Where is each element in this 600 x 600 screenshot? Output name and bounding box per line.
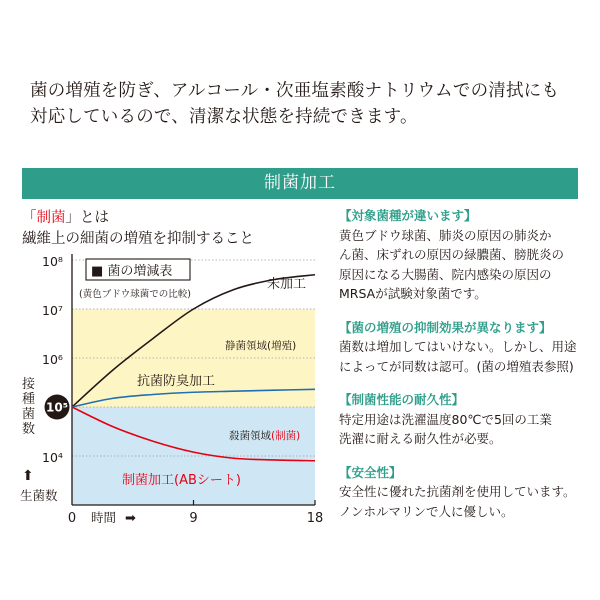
intro-text (30, 78, 590, 130)
chart-subtitle: (黄色ブドウ球菌での比較) (79, 289, 191, 300)
feature-section (339, 463, 589, 522)
x-tick-label: 18 (306, 511, 324, 526)
feature-line: 菌数は増加してはいけない。しかし、用途 (339, 339, 577, 354)
definition (22, 208, 322, 250)
y-axis-label-char: 数 (22, 422, 36, 437)
chart-title: ■ 菌の増減表 (91, 264, 173, 279)
feature-line: 黄色ブドウ球菌、肺炎の原因の肺炎か (339, 227, 552, 243)
x-tick-label: 9 (189, 511, 198, 526)
y-axis-label-bottom: 生菌数 (20, 488, 58, 503)
definition-close-bracket: 」とは (65, 210, 109, 226)
bacteria-growth-chart (0, 250, 330, 535)
feature-line: MRSAが試験対象菌です。 (339, 286, 487, 301)
feature-section (339, 390, 589, 449)
feature-line: ん菌、床ずれの原因の緑膿菌、膀胱炎の (339, 247, 565, 262)
x-tick-label: 0 (67, 511, 77, 526)
feature-heading: 【制菌性能の耐久性】 (339, 392, 465, 407)
definition-open-bracket: 「 (22, 210, 37, 226)
y-axis-arrow: ⬆ (22, 468, 34, 484)
y-tick-label: 10⁷ (42, 303, 63, 318)
x-axis-arrow: ➡ (125, 511, 136, 526)
feature-line: 洗濯に耐える耐久性が必要。 (339, 431, 502, 446)
y-axis-label-char: 接 (22, 377, 36, 392)
feature-heading: 【対象菌種が違います】 (339, 208, 477, 223)
feature-body (339, 337, 589, 376)
feature-section (339, 206, 589, 304)
band-label-bactericidal (229, 429, 300, 442)
start-marker-label: 10⁵ (46, 400, 68, 415)
y-axis-label-char: 菌 (22, 407, 36, 422)
section-banner (22, 168, 578, 199)
feature-body (339, 482, 589, 521)
definition-line-2: 繊維上の細菌の増殖を抑制すること (22, 231, 254, 247)
feature-line: 安全性に優れた抗菌剤を使用しています。 (339, 484, 576, 499)
intro-line: 菌の増殖を防ぎ、アルコール・次亜塩素酸ナトリウムでの清拭にも (30, 81, 560, 101)
definition-term: 制菌 (36, 210, 66, 226)
band-label-bactericidal-part: (制菌) (271, 430, 301, 442)
feature-line: によってが同数は認可。(菌の増殖表参照) (339, 358, 574, 374)
series-label-antiodor: 抗菌防臭加工 (137, 374, 216, 389)
banner-title: 制菌加工 (264, 173, 336, 193)
intro-line: 対応しているので、清潔な状態を持続できます。 (30, 107, 418, 127)
series-label-untreated: 未加工 (267, 277, 307, 292)
y-tick-label: 10⁶ (42, 352, 63, 367)
band-label-static (225, 339, 296, 352)
feature-line: 特定用途は洗濯温度80℃で5回の工業 (339, 411, 552, 427)
definition-line-1 (22, 208, 322, 229)
x-axis-label: 時間 (91, 510, 117, 525)
feature-heading: 【菌の増殖の抑制効果が異なります】 (339, 319, 552, 335)
y-tick-label: 10⁴ (42, 450, 63, 465)
feature-list (339, 206, 589, 535)
feature-body (339, 226, 589, 304)
band-label-static-part: (増殖) (267, 340, 297, 352)
series-label-antibacterial: 制菌加工(ABシート) (122, 473, 241, 488)
feature-body (339, 410, 589, 449)
y-axis-label-char: 種 (22, 392, 36, 407)
y-tick-label: 10⁸ (42, 254, 63, 269)
feature-line: 原因になる大腸菌、院内感染の原因の (339, 266, 552, 282)
feature-line: ノンホルマリンで人に優しい。 (339, 503, 514, 519)
band-label-static-part: 静菌領域 (225, 340, 267, 352)
feature-heading: 【安全性】 (339, 464, 402, 480)
feature-section (339, 318, 589, 377)
band-label-bactericidal-part: 殺菌領域 (229, 430, 271, 442)
